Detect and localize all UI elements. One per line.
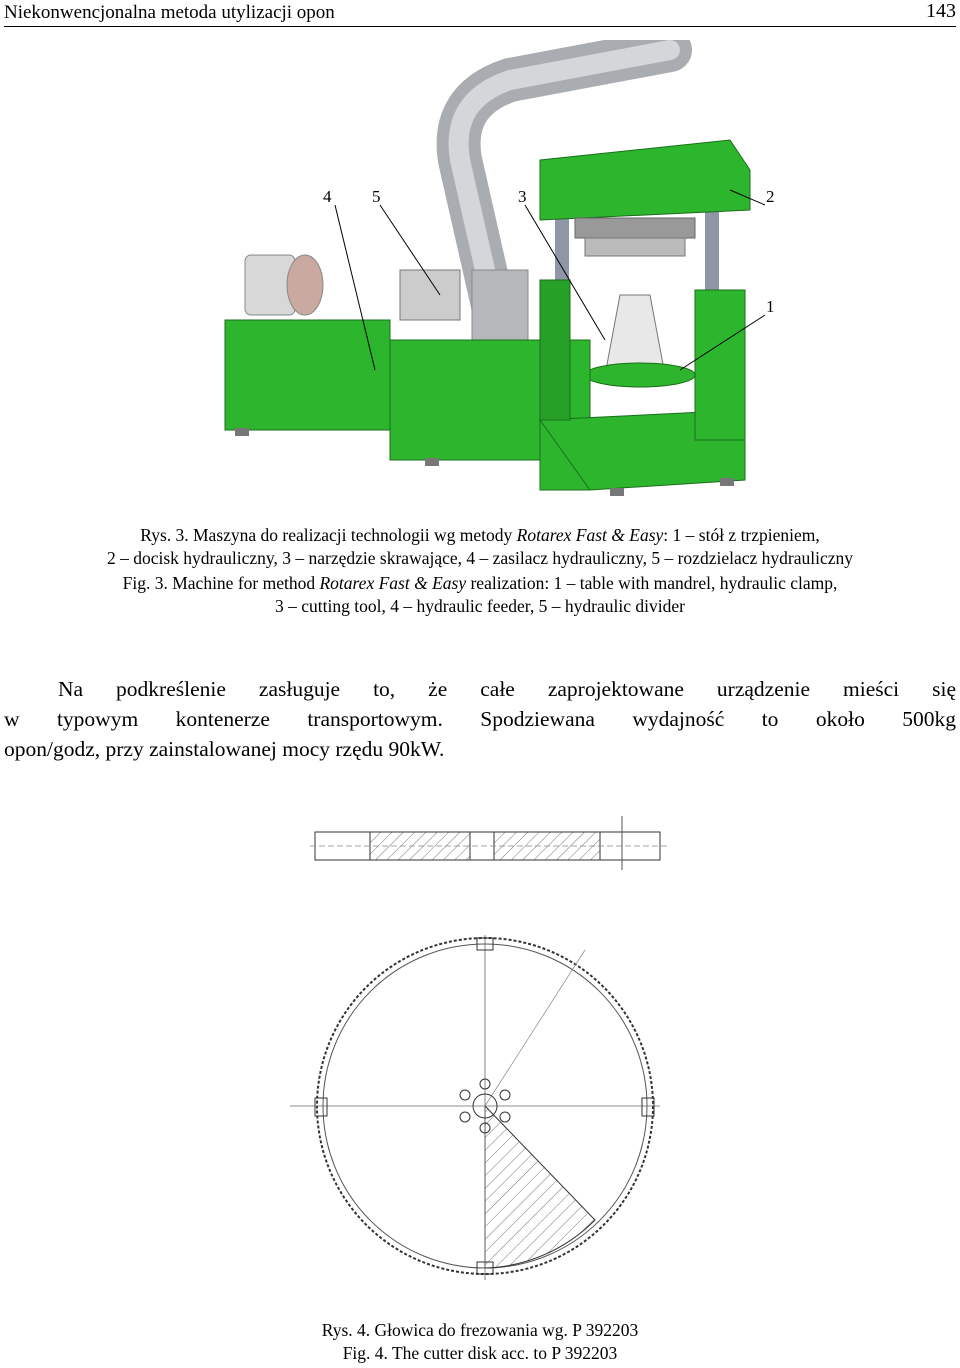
label-2: 2 — [766, 187, 775, 206]
figure3-caption-pl — [0, 524, 960, 570]
body-paragraph — [4, 674, 956, 764]
running-title: Niekonwencjonalna metoda utylizacji opon — [4, 2, 335, 23]
paragraph-line-3: opon/godz, przy zainstalowanej mocy rzędu 90kW. — [4, 737, 445, 761]
figure4-caption-en: Fig. 4. The cutter disk acc. to P 392203 — [342, 1343, 618, 1363]
paragraph-line-1: Na podkreślenie zasługuje to, że całe zaprojektowane urządzenie mieści się — [58, 677, 956, 701]
machine-illustration — [210, 40, 770, 510]
caption-en-prefix: Fig. 3. Machine for method — [122, 573, 320, 593]
figure4-caption-pl: Rys. 4. Głowica do frezowania wg. P 392203 — [321, 1320, 639, 1340]
caption-en-line2: 3 – cutting tool, 4 – hydraulic feeder, 5 – hydraulic divider — [275, 596, 685, 616]
paragraph-line-2: w typowym kontenerze transportowym. Spodziewana wydajność to około 500kg — [4, 707, 956, 731]
page-header — [4, 0, 956, 27]
label-1: 1 — [766, 297, 775, 316]
label-3: 3 — [518, 187, 527, 206]
page-number: 143 — [926, 0, 956, 22]
cutter-disk-front-view — [285, 930, 665, 1310]
caption-pl-line2: 2 – docisk hydrauliczny, 3 – narzędzie skrawające, 4 – zasilacz hydrauliczny, 5 – rozdzielacz hydrauliczny — [106, 548, 853, 568]
caption-pl-prefix: Rys. 3. Maszyna do realizacji technologii wg metody — [140, 525, 517, 545]
label-5: 5 — [372, 187, 381, 206]
caption-pl-method: Rotarex Fast & Easy — [516, 525, 664, 545]
cutter-disk-side-view — [310, 812, 670, 872]
caption-en-method: Rotarex Fast & Easy — [319, 573, 467, 593]
caption-en-rest: realization: 1 – table with mandrel, hydraulic clamp, — [466, 573, 838, 593]
label-4: 4 — [323, 187, 332, 206]
figure3-caption-en — [0, 572, 960, 618]
caption-pl-rest: : 1 – stół z trzpieniem, — [663, 525, 820, 545]
